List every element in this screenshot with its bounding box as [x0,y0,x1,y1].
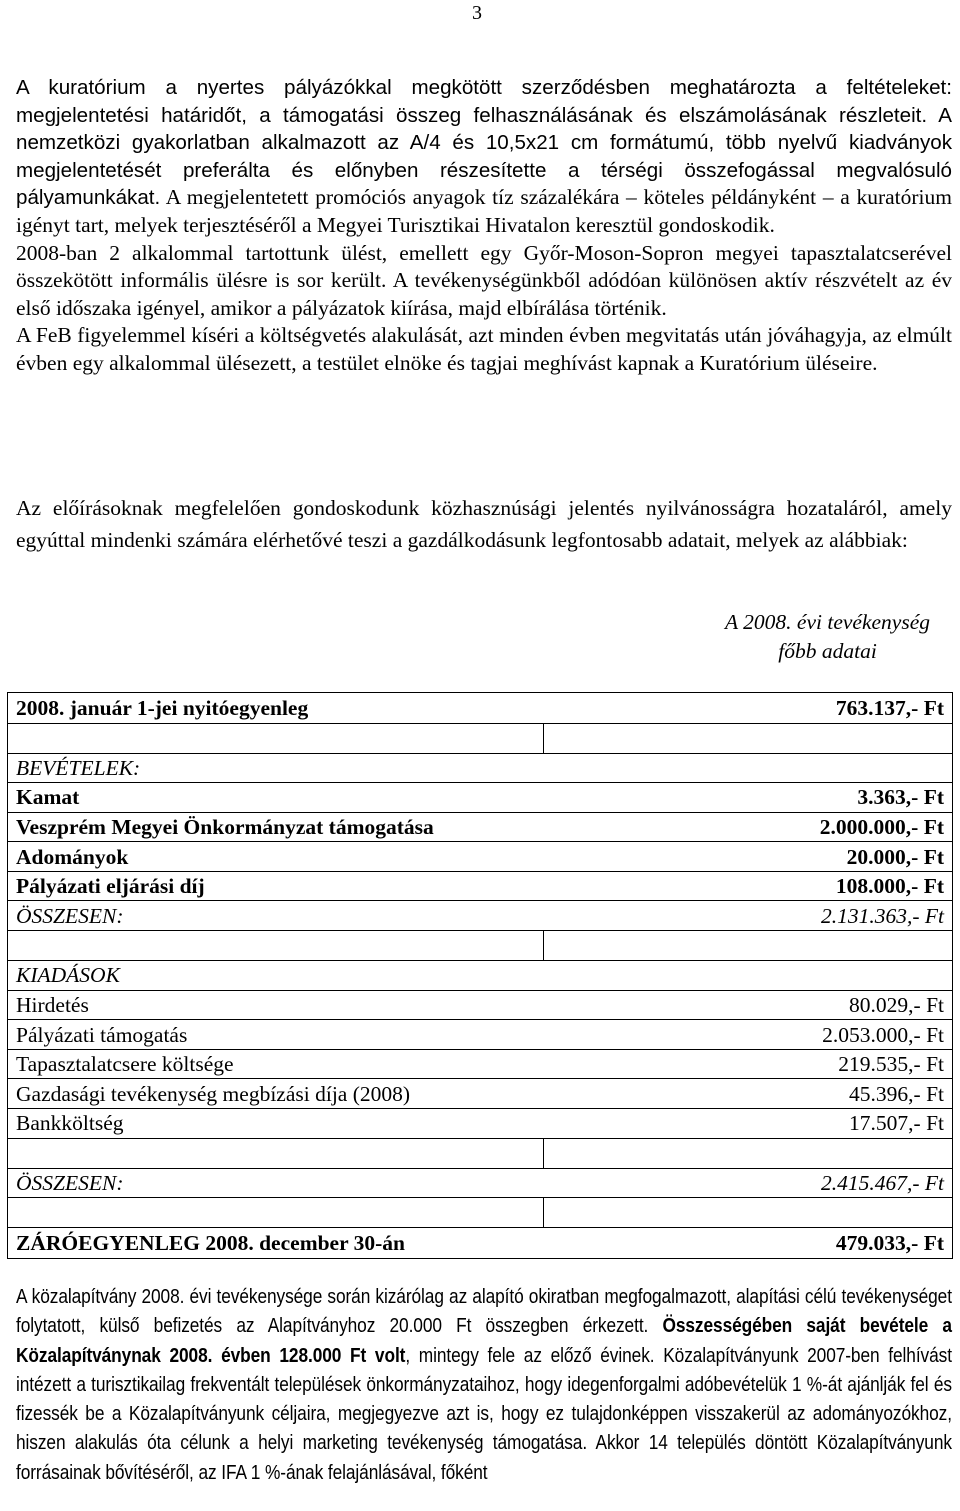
closing-balance-label: ZÁRÓEGYENLEG 2008. december 30-án [8,1228,544,1259]
table-row-income [8,842,953,872]
table-row-spacer [8,1198,953,1228]
expense-amount: 2.053.000,- Ft [543,1020,953,1050]
expense-amount: 80.029,- Ft [543,990,953,1020]
report-paragraph: Az előírásoknak megfelelően gondoskodunk közhasznúsági jelentés nyilvánosságra hozataláról, amely egyúttal mindenki számára elérhetővé teszi a gazdálkodásunk legfontosabb adatait, melyek az alábbiak: [16,496,952,552]
income-amount: 3.363,- Ft [543,783,953,813]
table-row-expense-total [8,1168,953,1198]
expense-amount: 45.396,- Ft [543,1079,953,1109]
expense-amount: 219.535,- Ft [543,1049,953,1079]
caption-line-2: főbb adatai [778,639,877,663]
expense-label: Hirdetés [8,990,544,1020]
expense-amount: 17.507,- Ft [543,1109,953,1139]
intro-text-part2: A megjelentetett promóciós anyagok tíz százalékára – köteles példányként – a kuratórium igényt tart, melyek terjesztéséről a Megyei Turisztikai Hivatalon keresztül gondoskodik. [16,185,952,237]
closing-text-part1: A közalapítvány 2008. évi tevékenysége során kizárólag az alapító okiratban megfogalmazott, alapítási célú tevékenységet folytatott, külső befizetés az Alapítványhoz 20.000 Ft összegben érkezett. [16,1286,952,1338]
table-row-spacer [8,723,953,753]
intro-text-part3: 2008-ban 2 alkalommal tartottunk ülést, emellett egy Győr-Moson-Sopron megyei tapasztalatcserével összekötött informális ülésre is sor került. A tevékenységünkből adódóan különösen aktív részvételt az év első időszaka igényel, amikor a pályázatok kiírása, majd elbírálása történik. [16,240,952,320]
income-label: Adományok [8,842,544,872]
closing-balance-amount: 479.033,- Ft [543,1228,953,1259]
table-row-opening [8,693,953,724]
table-row-income [8,783,953,813]
expense-label: Pályázati támogatás [8,1020,544,1050]
table-row-expense-heading [8,961,953,991]
income-total-label: ÖSSZESEN: [8,901,544,931]
expense-heading: KIADÁSOK [8,961,544,991]
income-amount: 108.000,- Ft [543,871,953,901]
closing-paragraph [16,1283,952,1488]
expense-label: Tapasztalatcsere költsége [8,1049,544,1079]
financial-summary-table [7,692,953,1259]
table-row-expense [8,1049,953,1079]
income-label: Veszprém Megyei Önkormányzat támogatása [8,812,544,842]
expense-total-label: ÖSSZESEN: [8,1168,544,1198]
table-row-expense [8,1079,953,1109]
opening-balance-amount: 763.137,- Ft [543,693,953,724]
income-heading: BEVÉTELEK: [8,753,544,783]
table-row-spacer [8,1138,953,1168]
table-row-income-total [8,901,953,931]
income-amount: 2.000.000,- Ft [543,812,953,842]
table-row-expense [8,990,953,1020]
table-caption [725,608,930,666]
income-total-amount: 2.131.363,- Ft [543,901,953,931]
closing-text-bold: Összességében saját bevétele a Közalapítványnak 2008. évben 128.000 Ft volt [16,1315,952,1367]
table-row-expense [8,1109,953,1139]
table-row-closing [8,1228,953,1259]
intro-text-part4: A FeB figyelemmel kíséri a költségvetés alakulását, azt minden évben megvitatás után jóváhagyja, az elmúlt évben egy alkalommal ülésezett, a testület elnöke és tagjai meghívást kapnak a Kuratórium üléseire. [16,323,952,375]
closing-text-part2: , mintegy fele az előző évinek. Közalapítványunk 2007-ben felhívást intézett a turisztikailag frekventált települések önkormányzataihoz, hogy idegenforgalmi adóbevételük 1 %-át ajánlják fel és fizessék be a Közalapítványunk céljaira, megjegyezve azt is, hogy ez tulajdonképpen visszakerül az adományozókhoz, hiszen alakulás óta célunk a helyi marketing tevékenység támogatása. Akkor 14 település döntött Közalapítványunk forrásainak bővítéséről, az IFA 1 %-ának felajánlásával, főként [16,1344,952,1484]
intro-text-part1: A kuratórium a nyertes pályázókkal megkötött szerződésben meghatározta a feltételeket: megjelentetési határidőt, a támogatási összeg felhasználásának és elszámolásának részleteit. A nemzetközi gyakorlatban alkalmazott az A/4 és 10,5x21 cm formátumú, több nyelvű kiadványok megjelentetését preferálta és előnyben részesítette a térségi összefogással megvalósuló pályamunkákat. [16,76,952,210]
expense-label: Gazdasági tevékenység megbízási díja (2008) [8,1079,544,1109]
expense-total-amount: 2.415.467,- Ft [543,1168,953,1198]
caption-line-1: A 2008. évi tevékenység [725,610,930,634]
table-row-income [8,812,953,842]
table-row-income [8,871,953,901]
income-label: Kamat [8,783,544,813]
intro-paragraph [16,74,952,378]
income-label: Pályázati eljárási díj [8,871,544,901]
opening-balance-label: 2008. január 1-jei nyitóegyenleg [8,693,544,724]
income-amount: 20.000,- Ft [543,842,953,872]
table-row-expense [8,1020,953,1050]
table-row-income-heading [8,753,953,783]
table-row-spacer [8,931,953,961]
page-number: 3 [472,2,482,24]
expense-label: Bankköltség [8,1109,544,1139]
